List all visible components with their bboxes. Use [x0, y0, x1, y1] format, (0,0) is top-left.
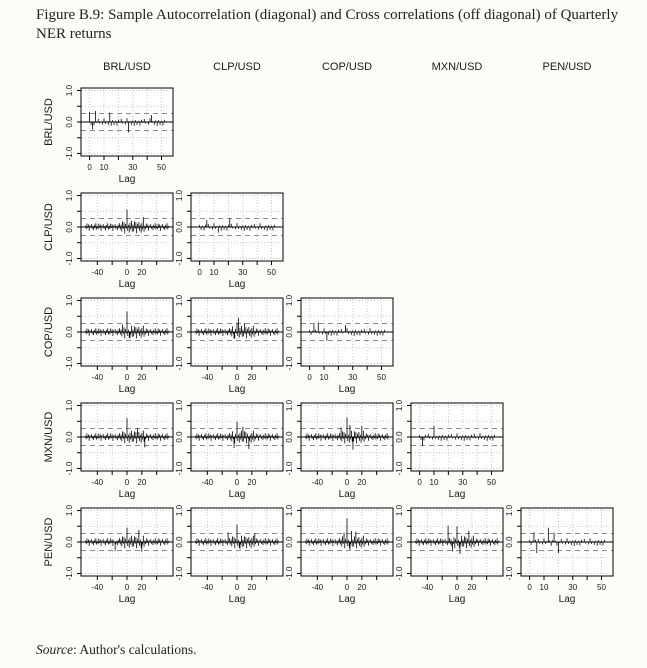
- x-tick-label: 0: [234, 478, 240, 487]
- lag-axis-label: Lag: [118, 384, 136, 395]
- y-tick-label: 0.0: [65, 536, 74, 548]
- y-tick-label: 1.0: [65, 504, 75, 517]
- panel-pen-brl: [65, 504, 173, 605]
- panel-clp-brl: [65, 189, 173, 290]
- x-tick-label: 0: [197, 268, 202, 277]
- y-tick-label: -1.0: [395, 566, 404, 581]
- y-tick-label: 1.0: [175, 294, 184, 307]
- y-tick-label: 0.0: [285, 431, 294, 443]
- x-tick-label: 0: [234, 373, 240, 382]
- source-note: [36, 642, 197, 658]
- y-tick-label: 0.0: [175, 326, 184, 338]
- panel-brl-brl: [65, 84, 173, 185]
- lag-axis-label: Lag: [228, 594, 246, 605]
- panel-mxn-mxn: [395, 399, 503, 500]
- panel-clp-clp: [175, 189, 283, 290]
- x-tick-label: 0: [124, 583, 130, 592]
- column-header-mxn: MXN/USD: [431, 61, 483, 73]
- x-tick-label: 30: [458, 478, 468, 487]
- panel-pen-pen: [505, 504, 613, 605]
- row-label-pen: PEN/USD: [43, 517, 55, 567]
- x-tick-label: 10: [209, 268, 219, 277]
- figure-caption: Figure B.9: Sample Autocorrelation (diagonal) and Cross correlations (off diagonal) of Quarterly NER returns: [36, 7, 619, 43]
- lag-axis-label: Lag: [338, 489, 356, 500]
- y-tick-label: -1.0: [65, 146, 74, 161]
- x-tick-label: 10: [429, 478, 439, 487]
- x-tick-label: 50: [157, 163, 166, 172]
- y-tick-label: -1.0: [65, 461, 74, 476]
- column-header-cop: COP/USD: [321, 61, 373, 73]
- column-header-clp: CLP/USD: [213, 61, 261, 73]
- x-tick-label: 10: [539, 583, 549, 592]
- panel-cop-brl: [65, 294, 173, 395]
- y-tick-label: 0.0: [65, 221, 74, 233]
- y-tick-label: -1.0: [65, 356, 74, 371]
- y-tick-label: -1.0: [395, 461, 404, 476]
- x-tick-label: 0: [87, 163, 92, 172]
- row-label-mxn: MXN/USD: [43, 411, 55, 463]
- lag-axis-label: Lag: [118, 489, 136, 500]
- x-tick-label: 20: [137, 373, 147, 382]
- y-tick-label: 1.0: [175, 504, 185, 517]
- x-tick-label: -40: [91, 583, 104, 592]
- x-tick-label: 30: [568, 583, 578, 592]
- y-tick-label: -1.0: [505, 566, 514, 581]
- y-tick-label: 1.0: [285, 294, 294, 307]
- panel-mxn-clp: [175, 399, 283, 500]
- x-tick-label: 10: [99, 163, 109, 172]
- x-tick-label: 20: [467, 583, 477, 592]
- lag-axis-label: Lag: [118, 279, 136, 290]
- x-tick-label: -40: [311, 478, 324, 487]
- y-tick-label: 1.0: [285, 504, 295, 517]
- panel-mxn-cop: [285, 399, 393, 500]
- x-tick-label: 0: [454, 583, 460, 592]
- x-tick-label: -40: [421, 583, 434, 592]
- y-tick-label: 1.0: [285, 399, 294, 412]
- y-tick-label: 0.0: [175, 431, 184, 443]
- lag-axis-label: Lag: [118, 594, 136, 605]
- x-tick-label: 0: [417, 478, 422, 487]
- source-text: : Author's calculations.: [73, 642, 197, 657]
- lag-axis-label: Lag: [228, 279, 246, 290]
- y-tick-label: 0.0: [285, 326, 294, 338]
- x-tick-label: 30: [128, 163, 138, 172]
- y-tick-label: -1.0: [175, 251, 184, 266]
- x-tick-label: 30: [238, 268, 248, 277]
- panel-pen-cop: [285, 504, 393, 605]
- y-tick-label: 0.0: [175, 221, 184, 233]
- lag-axis-label: Lag: [228, 489, 246, 500]
- y-tick-label: -1.0: [285, 356, 294, 371]
- y-tick-label: 0.0: [395, 536, 404, 548]
- y-tick-label: 1.0: [175, 189, 184, 202]
- x-tick-label: -40: [201, 583, 214, 592]
- x-tick-label: 20: [357, 478, 367, 487]
- y-tick-label: 0.0: [65, 431, 74, 443]
- x-tick-label: 50: [597, 583, 606, 592]
- row-label-clp: CLP/USD: [43, 203, 55, 251]
- x-tick-label: -40: [201, 478, 214, 487]
- x-tick-label: 20: [247, 583, 257, 592]
- panel-cop-clp: [175, 294, 283, 395]
- y-tick-label: 0.0: [175, 536, 184, 548]
- x-tick-label: 20: [357, 583, 367, 592]
- y-tick-label: -1.0: [175, 356, 184, 371]
- x-tick-label: 30: [348, 373, 358, 382]
- y-tick-label: -1.0: [285, 461, 294, 476]
- y-tick-label: -1.0: [65, 251, 74, 266]
- x-tick-label: 0: [307, 373, 312, 382]
- panel-pen-clp: [175, 504, 283, 605]
- y-tick-label: 1.0: [395, 399, 404, 412]
- panel-cop-cop: [285, 294, 393, 395]
- x-tick-label: 10: [319, 373, 329, 382]
- y-tick-label: 1.0: [65, 84, 74, 97]
- y-tick-label: 1.0: [175, 399, 184, 412]
- y-tick-label: 0.0: [505, 536, 514, 548]
- y-tick-label: 0.0: [395, 431, 404, 443]
- x-tick-label: 50: [487, 478, 496, 487]
- y-tick-label: 1.0: [505, 504, 514, 517]
- x-tick-label: 50: [267, 268, 276, 277]
- x-tick-label: -40: [91, 373, 104, 382]
- x-tick-label: 0: [344, 583, 350, 592]
- column-header-brl: BRL/USD: [103, 61, 151, 73]
- lag-axis-label: Lag: [558, 594, 576, 605]
- y-tick-label: 0.0: [285, 536, 294, 548]
- x-tick-label: -40: [91, 478, 104, 487]
- x-tick-label: 20: [137, 583, 147, 592]
- x-tick-label: 20: [247, 373, 257, 382]
- row-label-cop: COP/USD: [43, 306, 55, 358]
- lag-axis-label: Lag: [448, 489, 466, 500]
- lag-axis-label: Lag: [448, 594, 466, 605]
- panel-pen-mxn: [395, 504, 503, 605]
- y-tick-label: 0.0: [65, 326, 74, 338]
- x-tick-label: -40: [201, 373, 214, 382]
- lag-axis-label: Lag: [118, 174, 136, 185]
- y-tick-label: -1.0: [175, 461, 184, 476]
- y-tick-label: 0.0: [65, 116, 74, 128]
- panel-mxn-brl: [65, 399, 173, 500]
- y-tick-label: 1.0: [395, 504, 405, 517]
- y-tick-label: -1.0: [175, 566, 184, 581]
- x-tick-label: 0: [527, 583, 532, 592]
- source-label: Source: [36, 642, 73, 657]
- x-tick-label: 0: [234, 583, 240, 592]
- lag-axis-label: Lag: [338, 384, 356, 395]
- x-tick-label: -40: [91, 268, 104, 277]
- x-tick-label: 20: [137, 268, 147, 277]
- x-tick-label: 20: [137, 478, 147, 487]
- x-tick-label: 0: [124, 373, 130, 382]
- x-tick-label: 0: [344, 478, 350, 487]
- column-header-pen: PEN/USD: [542, 61, 592, 73]
- row-label-brl: BRL/USD: [43, 98, 55, 146]
- x-tick-label: -40: [311, 583, 324, 592]
- lag-axis-label: Lag: [338, 594, 356, 605]
- x-tick-label: 0: [124, 478, 130, 487]
- lag-axis-label: Lag: [228, 384, 246, 395]
- y-tick-label: 1.0: [65, 399, 74, 412]
- y-tick-label: -1.0: [65, 566, 74, 581]
- y-tick-label: 1.0: [65, 189, 74, 202]
- x-tick-label: 0: [124, 268, 130, 277]
- y-tick-label: 1.0: [65, 294, 74, 307]
- x-tick-label: 50: [377, 373, 386, 382]
- y-tick-label: -1.0: [285, 566, 294, 581]
- x-tick-label: 20: [247, 478, 257, 487]
